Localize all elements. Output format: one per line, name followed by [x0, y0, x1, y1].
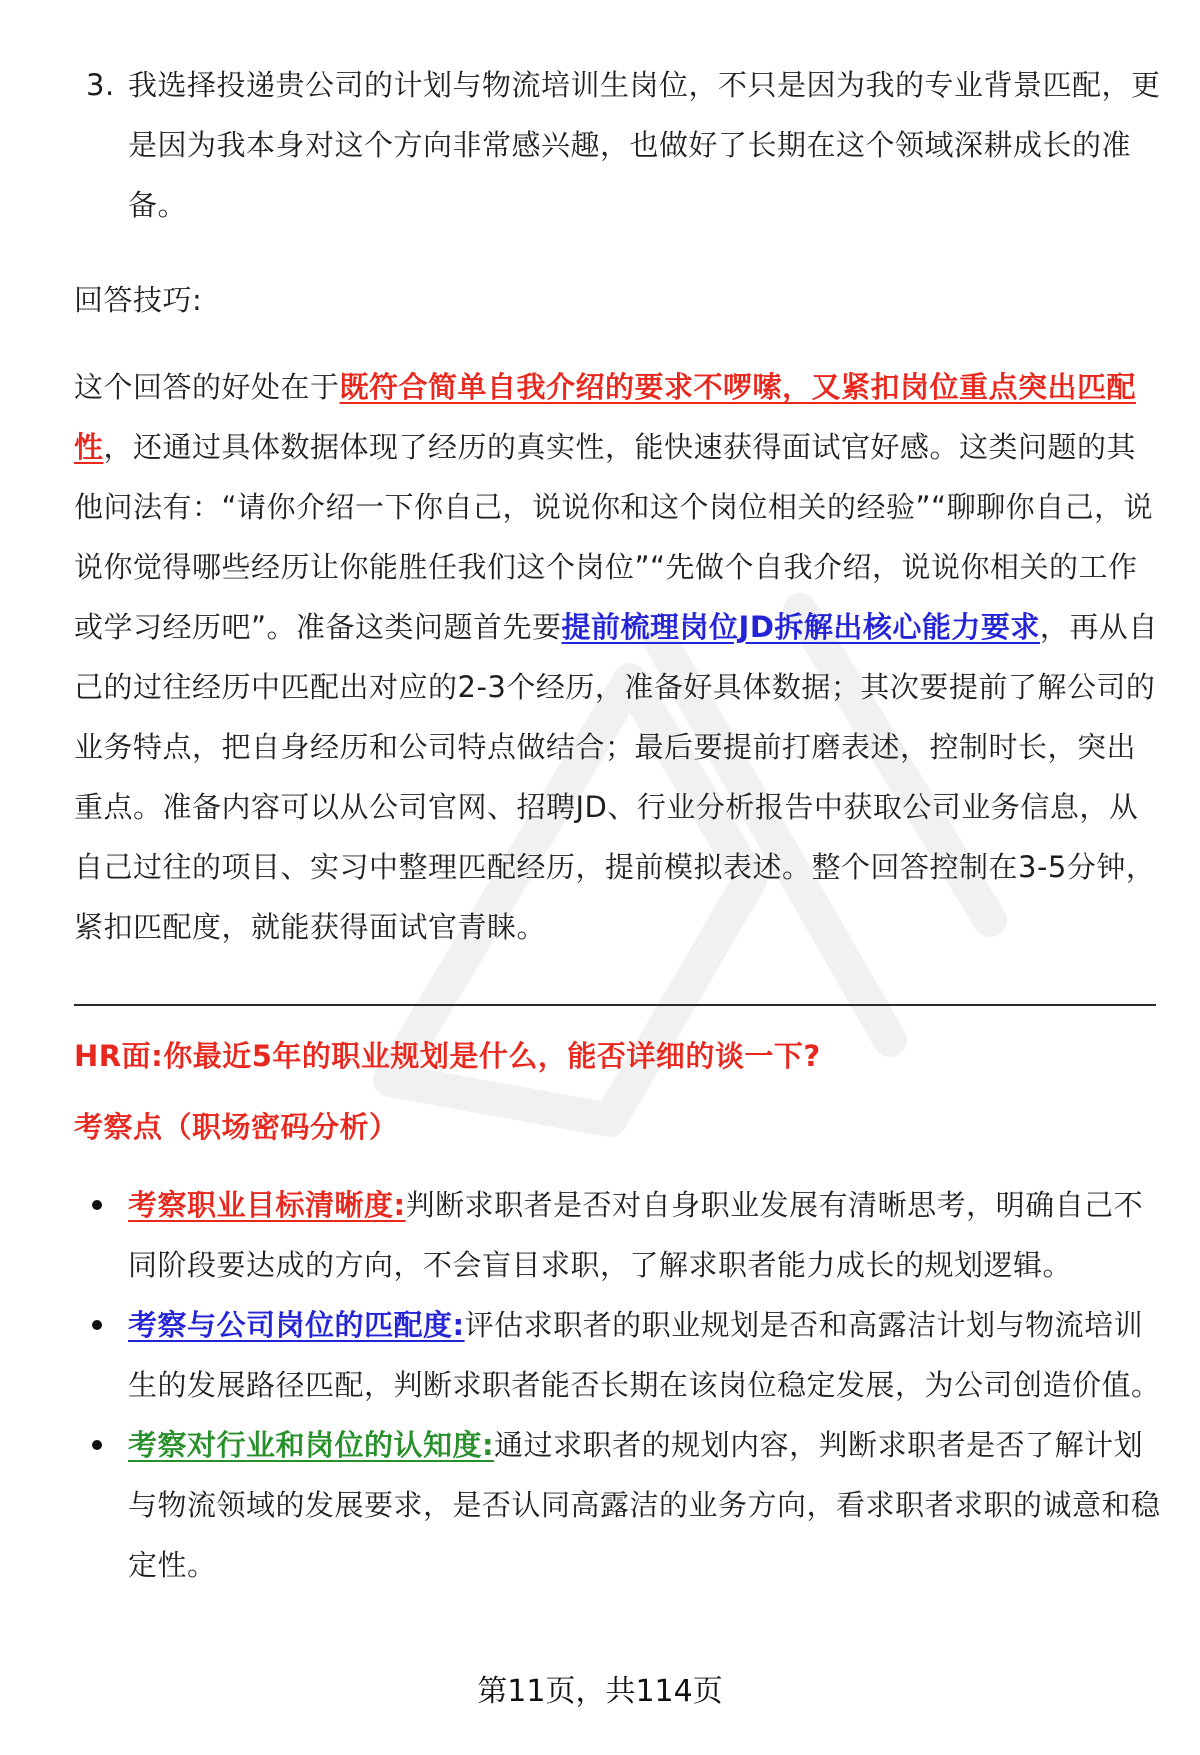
tips-highlight-red: 既符合简单自我介绍的要求不啰嗦，又紧扣岗位重点突出匹配性 — [74, 370, 1137, 464]
list-item — [86, 1295, 1166, 1415]
interview-question: HR面:你最近5年的职业规划是什么，能否详细的谈一下? — [74, 1039, 821, 1073]
item-number: 3. — [86, 68, 115, 102]
page-number-footer: 第11页，共114页 — [477, 1674, 723, 1709]
point-title: 考察对行业和岗位的认知度: — [128, 1428, 495, 1462]
point-title: 考察与公司岗位的匹配度: — [128, 1308, 465, 1342]
numbered-item-3 — [86, 55, 1166, 235]
point-text: 评估求职者的职业规划是否和高露洁计划与物流培训生的发展路径匹配，判断求职者能否长期在该岗位稳定发展，为公司创造价值。 — [128, 1308, 1161, 1402]
tips-highlight-blue: 提前梳理岗位JD拆解出核心能力要求 — [561, 610, 1040, 644]
section-divider — [74, 1004, 1156, 1006]
point-text: 判断求职者是否对自身职业发展有清晰思考，明确自己不同阶段要达成的方向，不会盲目求职，了解求职者能力成长的规划逻辑。 — [128, 1188, 1144, 1282]
point-title: 考察职业目标清晰度: — [128, 1188, 406, 1222]
tips-label: 回答技巧: — [74, 283, 203, 317]
point-text: 通过求职者的规划内容，判断求职者是否了解计划与物流领域的发展要求，是否认同高露洁的业务方向，看求职者求职的诚意和稳定性。 — [128, 1428, 1161, 1582]
bullet-icon — [92, 1200, 102, 1210]
points-title: 考察点（职场密码分析） — [74, 1110, 399, 1144]
list-item — [86, 1175, 1166, 1295]
list-item — [86, 1415, 1166, 1595]
points-list — [86, 1175, 1166, 1595]
tips-text-3: ，再从自己的过往经历中匹配出对应的2-3个经历，准备好具体数据；其次要提前了解公司的业务特点，把自身经历和公司特点做结合；最后要提前打磨表述，控制时长，突出重点。准备内容可以从公司官网、招聘JD、行业分析报告中获取公司业务信息，从自己过往的项目、实习中整理匹配经历，提前模拟表述。整个回答控制在3-5分钟，紧扣匹配度，就能获得面试官青睐。 — [74, 610, 1158, 944]
bullet-icon — [92, 1320, 102, 1330]
tips-text-2: ，还通过具体数据体现了经历的真实性，能快速获得面试官好感。这类问题的其他问法有：“请你介绍一下你自己，说说你和这个岗位相关的经验”“聊聊你自己，说说你觉得哪些经历让你能胜任我们这个岗位”“先做个自我介绍，说说你相关的工作或学习经历吧”。准备这类问题首先要 — [74, 430, 1154, 644]
tips-paragraph — [74, 357, 1164, 957]
item-text: 我选择投递贵公司的计划与物流培训生岗位，不只是因为我的专业背景匹配，更是因为我本身对这个方向非常感兴趣，也做好了长期在这个领域深耕成长的准备。 — [128, 68, 1161, 222]
tips-text-1: 这个回答的好处在于 — [74, 370, 340, 404]
bullet-icon — [92, 1440, 102, 1450]
